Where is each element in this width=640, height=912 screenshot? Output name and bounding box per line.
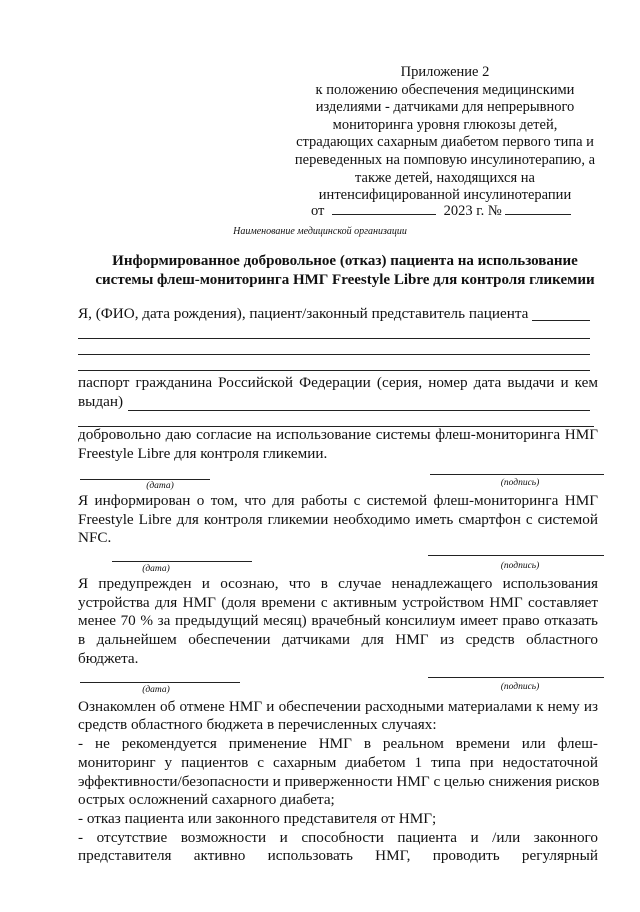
passport-label-2: выдан) bbox=[78, 393, 124, 410]
fio-line[interactable] bbox=[78, 370, 590, 371]
date-prefix: от bbox=[311, 203, 325, 219]
appendix-header bbox=[262, 64, 628, 205]
date-caption: (дата) bbox=[142, 564, 170, 574]
cancel-text: - отсутствие возможности и способности пациента и /или законного bbox=[78, 829, 598, 846]
number-blank[interactable] bbox=[505, 202, 571, 215]
date-caption: (дата) bbox=[146, 481, 174, 491]
date-year: 2023 г. № bbox=[443, 203, 502, 219]
cancel-text: представителя активно использовать НМГ, проводить регулярный bbox=[78, 847, 598, 864]
cancel-text: Ознакомлен об отмене НМГ и обеспечении расходными материалами к нему из bbox=[78, 698, 598, 715]
appendix-line: переведенных на помповую инсулинотерапию, а bbox=[294, 151, 596, 168]
passport-label: паспорт гражданина Российской Федерации (серия, номер дата выдачи и кем bbox=[78, 374, 598, 391]
cancel-text: - отказ пациента или законного представителя от НМГ; bbox=[78, 810, 437, 827]
consent-text-2: Freestyle Libre для контроля гликемии. bbox=[78, 445, 328, 462]
appendix-line: Приложение 2 bbox=[400, 64, 490, 80]
appendix-line: мониторинга уровня глюкозы детей, bbox=[332, 116, 558, 133]
info-text: Freestyle Libre для контроля гликемии необходимо иметь смартфон с системой bbox=[78, 511, 598, 528]
warning-text: Я предупрежден и осознаю, что в случае ненадлежащего использования bbox=[78, 575, 598, 592]
warning-text: устройства для НМГ (доля времени с активным устройством НМГ составляет bbox=[78, 594, 598, 611]
warning-text: менее 70 % за предыдущий месяц) врачебный консилиум имеет право отказать bbox=[78, 612, 598, 629]
fio-line[interactable] bbox=[78, 354, 590, 355]
cancel-text: - не рекомендуется применение НМГ в реальном времени или флеш- bbox=[78, 735, 598, 752]
appendix-date-row bbox=[311, 202, 571, 220]
fio-blank[interactable] bbox=[532, 320, 590, 321]
info-text: NFC. bbox=[78, 529, 112, 546]
document-title bbox=[60, 252, 630, 290]
appendix-line: также детей, находящихся на bbox=[355, 169, 535, 186]
date-caption: (дата) bbox=[142, 685, 170, 695]
fio-label: Я, (ФИО, дата рождения), пациент/законный представитель пациента bbox=[78, 305, 529, 322]
appendix-line: страдающих сахарным диабетом первого типа и bbox=[296, 134, 594, 151]
appendix-line: к положению обеспечения медицинскими bbox=[315, 81, 575, 98]
warning-text: в дальнейшем обеспечении датчиками для НМГ из средств областного bbox=[78, 631, 598, 648]
cancel-text: мониторинг у пациентов с сахарным диабетом 1 типа при недостаточной bbox=[78, 754, 598, 771]
info-text: Я информирован о том, что для работы с системой флеш-мониторинга НМГ bbox=[78, 492, 598, 509]
signature-caption: (подпись) bbox=[500, 478, 540, 488]
appendix-line: изделиями - датчиками для непрерывного bbox=[315, 99, 575, 116]
org-caption: Наименование медицинской организации bbox=[233, 226, 407, 237]
consent-text: добровольно даю согласие на использование системы флеш-мониторинга НМГ bbox=[78, 426, 598, 443]
date-line[interactable] bbox=[80, 479, 210, 480]
cancel-text: средств областного бюджета в перечисленных случаях: bbox=[78, 716, 437, 733]
signature-line[interactable] bbox=[428, 555, 604, 556]
cancel-text: эффективности/безопасности и приверженности НМГ с целью снижения рисков bbox=[78, 773, 600, 790]
cancel-text: острых осложнений сахарного диабета; bbox=[78, 791, 335, 808]
signature-line[interactable] bbox=[430, 474, 604, 475]
signature-caption: (подпись) bbox=[500, 561, 540, 571]
date-blank[interactable] bbox=[332, 202, 436, 215]
signature-caption: (подпись) bbox=[500, 682, 540, 692]
appendix-line: интенсифицированной инсулинотерапии bbox=[318, 187, 572, 204]
title-line: системы флеш-мониторинга НМГ Freestyle Libre для контроля гликемии bbox=[95, 272, 595, 288]
fio-line[interactable] bbox=[78, 338, 590, 339]
passport-blank[interactable] bbox=[128, 410, 590, 411]
date-line[interactable] bbox=[112, 561, 252, 562]
title-line: Информированное добровольное (отказ) пациента на использование bbox=[112, 253, 578, 269]
warning-text: бюджета. bbox=[78, 650, 139, 667]
signature-line[interactable] bbox=[428, 677, 604, 678]
date-line[interactable] bbox=[80, 682, 240, 683]
